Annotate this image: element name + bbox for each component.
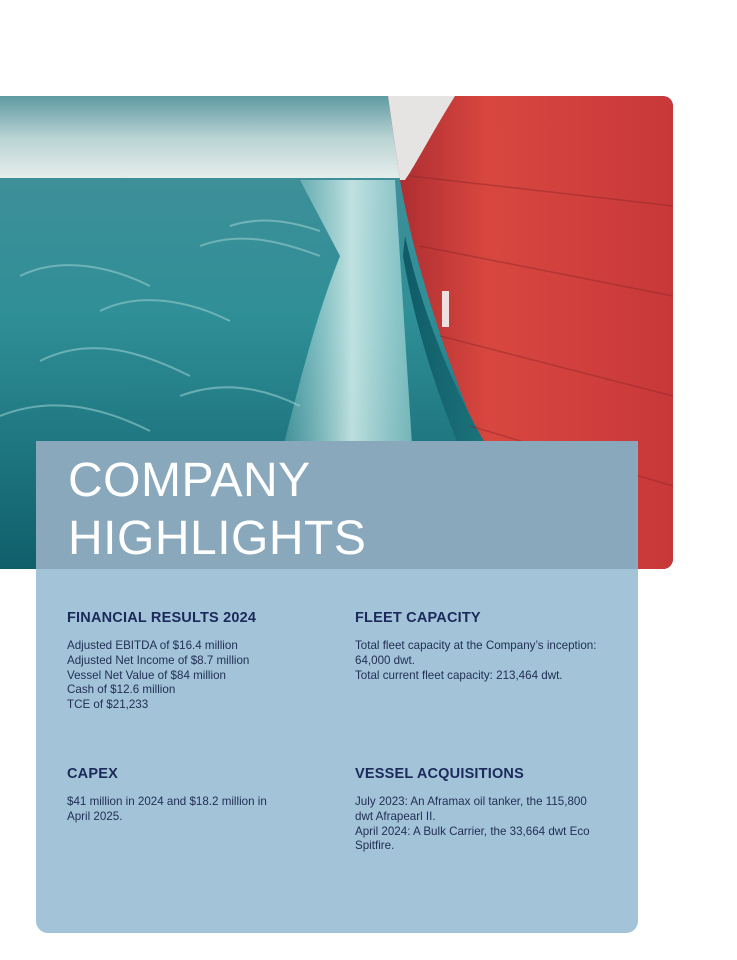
section-line: Adjusted Net Income of $8.7 million <box>67 653 250 667</box>
section-line: Cash of $12.6 million <box>67 683 176 697</box>
section-heading: FINANCIAL RESULTS 2024 <box>67 610 257 626</box>
section-line: 64,000 dwt. <box>355 653 415 667</box>
page-title-line-2: HIGHLIGHTS <box>68 512 367 565</box>
section-line: dwt Afrapearl II. <box>355 809 436 823</box>
page-title <box>68 452 366 568</box>
section-line: Total current fleet capacity: 213,464 dwt. <box>355 668 563 682</box>
section-financial-results <box>67 610 312 713</box>
section-line: Spitfire. <box>355 839 395 853</box>
section-line: April 2024: A Bulk Carrier, the 33,664 dwt Eco <box>355 824 590 838</box>
section-line: Vessel Net Value of $84 million <box>67 668 226 682</box>
section-line: Total fleet capacity at the Company’s inception: <box>355 639 597 652</box>
section-line: July 2023: An Aframax oil tanker, the 115,800 <box>355 795 587 808</box>
section-line: TCE of $21,233 <box>67 698 149 712</box>
section-vessel-acquisitions <box>355 766 617 854</box>
section-heading: FLEET CAPACITY <box>355 610 481 626</box>
section-line: Adjusted EBITDA of $16.4 million <box>67 639 238 652</box>
section-capex <box>67 766 312 825</box>
section-fleet-capacity <box>355 610 617 683</box>
section-line: April 2025. <box>67 809 123 823</box>
section-heading: VESSEL ACQUISITIONS <box>355 766 524 782</box>
section-line: $41 million in 2024 and $18.2 million in <box>67 795 267 808</box>
page-title-line-1: COMPANY <box>68 454 311 507</box>
section-heading: CAPEX <box>67 766 118 782</box>
